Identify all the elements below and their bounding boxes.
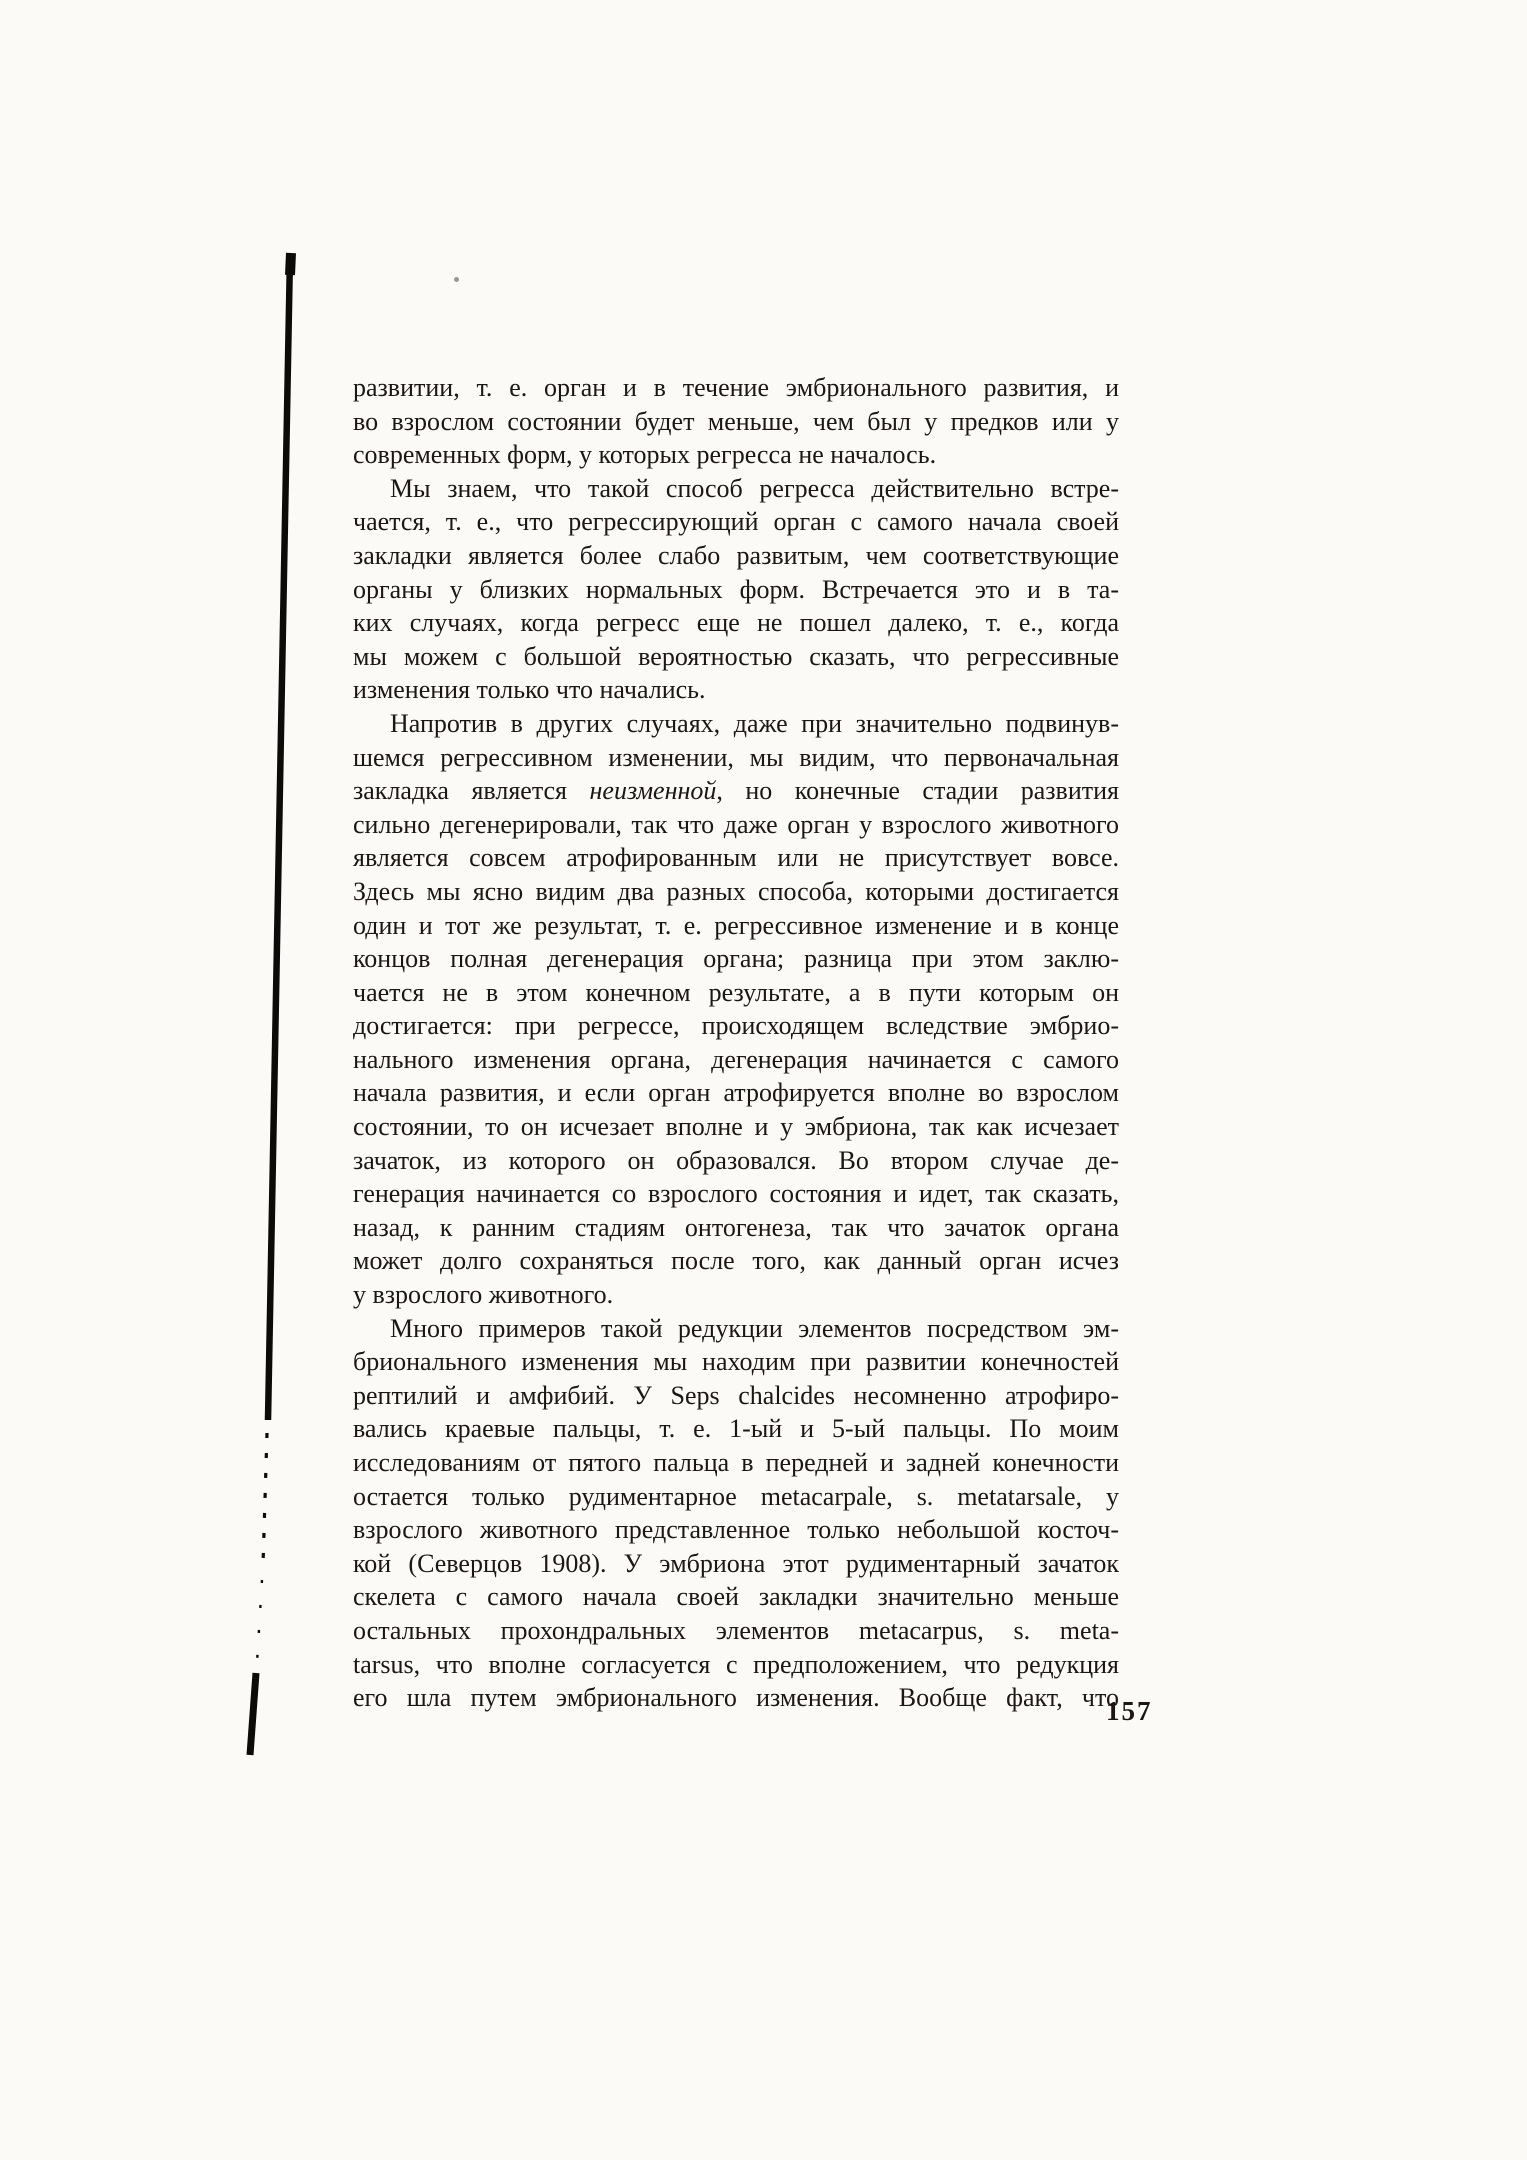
text-line <box>353 774 1119 808</box>
text-line <box>353 371 1119 405</box>
text-segment: генерация начинается со взрослого состояния и идет, так сказать, <box>353 1179 1119 1209</box>
text-segment: начала развития, и если орган атрофируется вполне во взрослом <box>353 1078 1119 1108</box>
text-line <box>353 1480 1119 1514</box>
text-line <box>353 539 1119 573</box>
text-line <box>353 1681 1119 1715</box>
text-segment: концов полная дегенерация органа; разница при этом заклю- <box>353 944 1119 974</box>
text-segment: является совсем атрофированным или не присутствует вовсе. <box>353 843 1119 873</box>
text-line <box>353 1446 1119 1480</box>
text-segment: мы можем с большой вероятностью сказать, что регрессивные <box>353 641 1119 671</box>
text-line <box>353 438 1119 472</box>
text-segment: остальных прохондральных элементов metacarpus, s. meta- <box>353 1615 1119 1645</box>
text-segment: состоянии, то он исчезает вполне и у эмбриона, так как исчезает <box>353 1112 1119 1142</box>
text-segment: развитии, т. е. орган и в течение эмбрионального развития, и <box>353 373 1119 402</box>
text-segment: вались краевые пальцы, т. е. 1-ый и 5-ый пальцы. По моим <box>353 1414 1119 1444</box>
text-line <box>353 472 1119 506</box>
text-line <box>353 606 1119 640</box>
text-line <box>353 808 1119 842</box>
text-segment: Здесь мы ясно видим два разных способа, которыми достигается <box>353 876 1119 906</box>
text-segment: ких случаях, когда регресс еще не пошел далеко, т. е., когда <box>353 608 1119 638</box>
text-segment: назад, к ранним стадиям онтогенеза, так что зачаток органа <box>353 1212 1119 1242</box>
text-segment: скелета с самого начала своей закладки значительно меньше <box>353 1582 1119 1612</box>
text-segment: сильно дегенерировали, так что даже орган у взрослого животного <box>353 809 1119 839</box>
text-segment: шемся регрессивном изменении, мы видим, что первоначальная <box>353 742 1119 772</box>
text-line <box>353 1312 1119 1346</box>
text-line <box>353 1614 1119 1648</box>
text-segment: органы у близких нормальных форм. Встречается это и в та- <box>353 574 1119 604</box>
text-segment: остается только рудиментарное metacarpale, s. metatarsale, у <box>353 1481 1119 1511</box>
text-line <box>353 909 1119 943</box>
text-line <box>353 573 1119 607</box>
text-segment: рептилий и амфибий. У Seps chalcides несомненно атрофиро- <box>353 1380 1119 1410</box>
text-line <box>353 673 1119 707</box>
text-segment: , но конечные стадии развития <box>716 776 1119 806</box>
text-segment: нального изменения органа, дегенерация начинается с самого <box>353 1044 1119 1074</box>
text-segment: кой (Северцов 1908). У эмбриона этот рудиментарный зачаток <box>353 1548 1119 1578</box>
text-segment: tarsus, что вполне согласуется с предположением, что редукция <box>353 1649 1119 1679</box>
text-line <box>353 1345 1119 1379</box>
text-segment: один и тот же результат, т. е. регрессивное изменение и в конце <box>353 910 1119 940</box>
text-line <box>353 1110 1119 1144</box>
text-line <box>353 1043 1119 1077</box>
text-segment: во взрослом состоянии будет меньше, чем был у предков или у <box>353 406 1119 436</box>
text-line <box>353 741 1119 775</box>
text-line <box>353 942 1119 976</box>
text-line <box>353 1648 1119 1682</box>
text-line <box>353 1278 1119 1312</box>
text-line <box>353 1009 1119 1043</box>
text-line <box>353 1580 1119 1614</box>
text-line <box>353 1076 1119 1110</box>
text-segment: Много примеров такой редукции элементов посредством эм- <box>390 1313 1119 1343</box>
text-segment: у взрослого животного. <box>353 1280 614 1310</box>
text-segment: Напротив в других случаях, даже при значительно подвинув- <box>390 708 1119 738</box>
text-line <box>353 1547 1119 1581</box>
binding-crease-line <box>230 235 320 1775</box>
text-segment: достигается: при регрессе, происходящем вследствие эмбрио- <box>353 1011 1119 1041</box>
text-line <box>353 875 1119 909</box>
italic-term: неизменной <box>589 776 717 806</box>
text-segment: может долго сохраняться после того, как данный орган исчез <box>353 1246 1119 1276</box>
text-segment: изменения только что начались. <box>353 675 706 705</box>
text-segment: его шла путем эмбрионального изменения. Вообще факт, что <box>353 1683 1119 1713</box>
text-line <box>353 640 1119 674</box>
page-number: 157 <box>1106 1696 1153 1726</box>
text-line <box>353 1513 1119 1547</box>
text-line <box>353 1379 1119 1413</box>
body-text <box>353 371 1119 1715</box>
text-segment: современных форм, у которых регресса не началось. <box>353 440 937 470</box>
text-segment: зачаток, из которого он образовался. Во втором случае де- <box>353 1145 1119 1175</box>
text-line <box>353 1244 1119 1278</box>
text-line <box>353 405 1119 439</box>
text-segment: чается не в этом конечном результате, а в пути которым он <box>353 977 1119 1007</box>
text-line <box>353 505 1119 539</box>
text-segment: закладка является <box>353 776 590 806</box>
text-segment: Мы знаем, что такой способ регресса действительно встре- <box>390 473 1119 503</box>
text-segment: брионального изменения мы находим при развитии конечностей <box>353 1347 1119 1377</box>
text-line <box>353 841 1119 875</box>
text-line <box>353 1144 1119 1178</box>
text-segment: закладки является более слабо развитым, чем соответствующие <box>353 540 1119 570</box>
text-line <box>353 1211 1119 1245</box>
text-line <box>353 1177 1119 1211</box>
paper-speck <box>454 277 459 282</box>
text-segment: чается, т. е., что регрессирующий орган с самого начала своей <box>353 507 1119 537</box>
text-line <box>353 1412 1119 1446</box>
text-segment: исследованиям от пятого пальца в передней и задней конечности <box>353 1448 1119 1477</box>
text-line <box>353 976 1119 1010</box>
text-segment: взрослого животного представленное только небольшой косточ- <box>353 1515 1119 1545</box>
text-line <box>353 707 1119 741</box>
